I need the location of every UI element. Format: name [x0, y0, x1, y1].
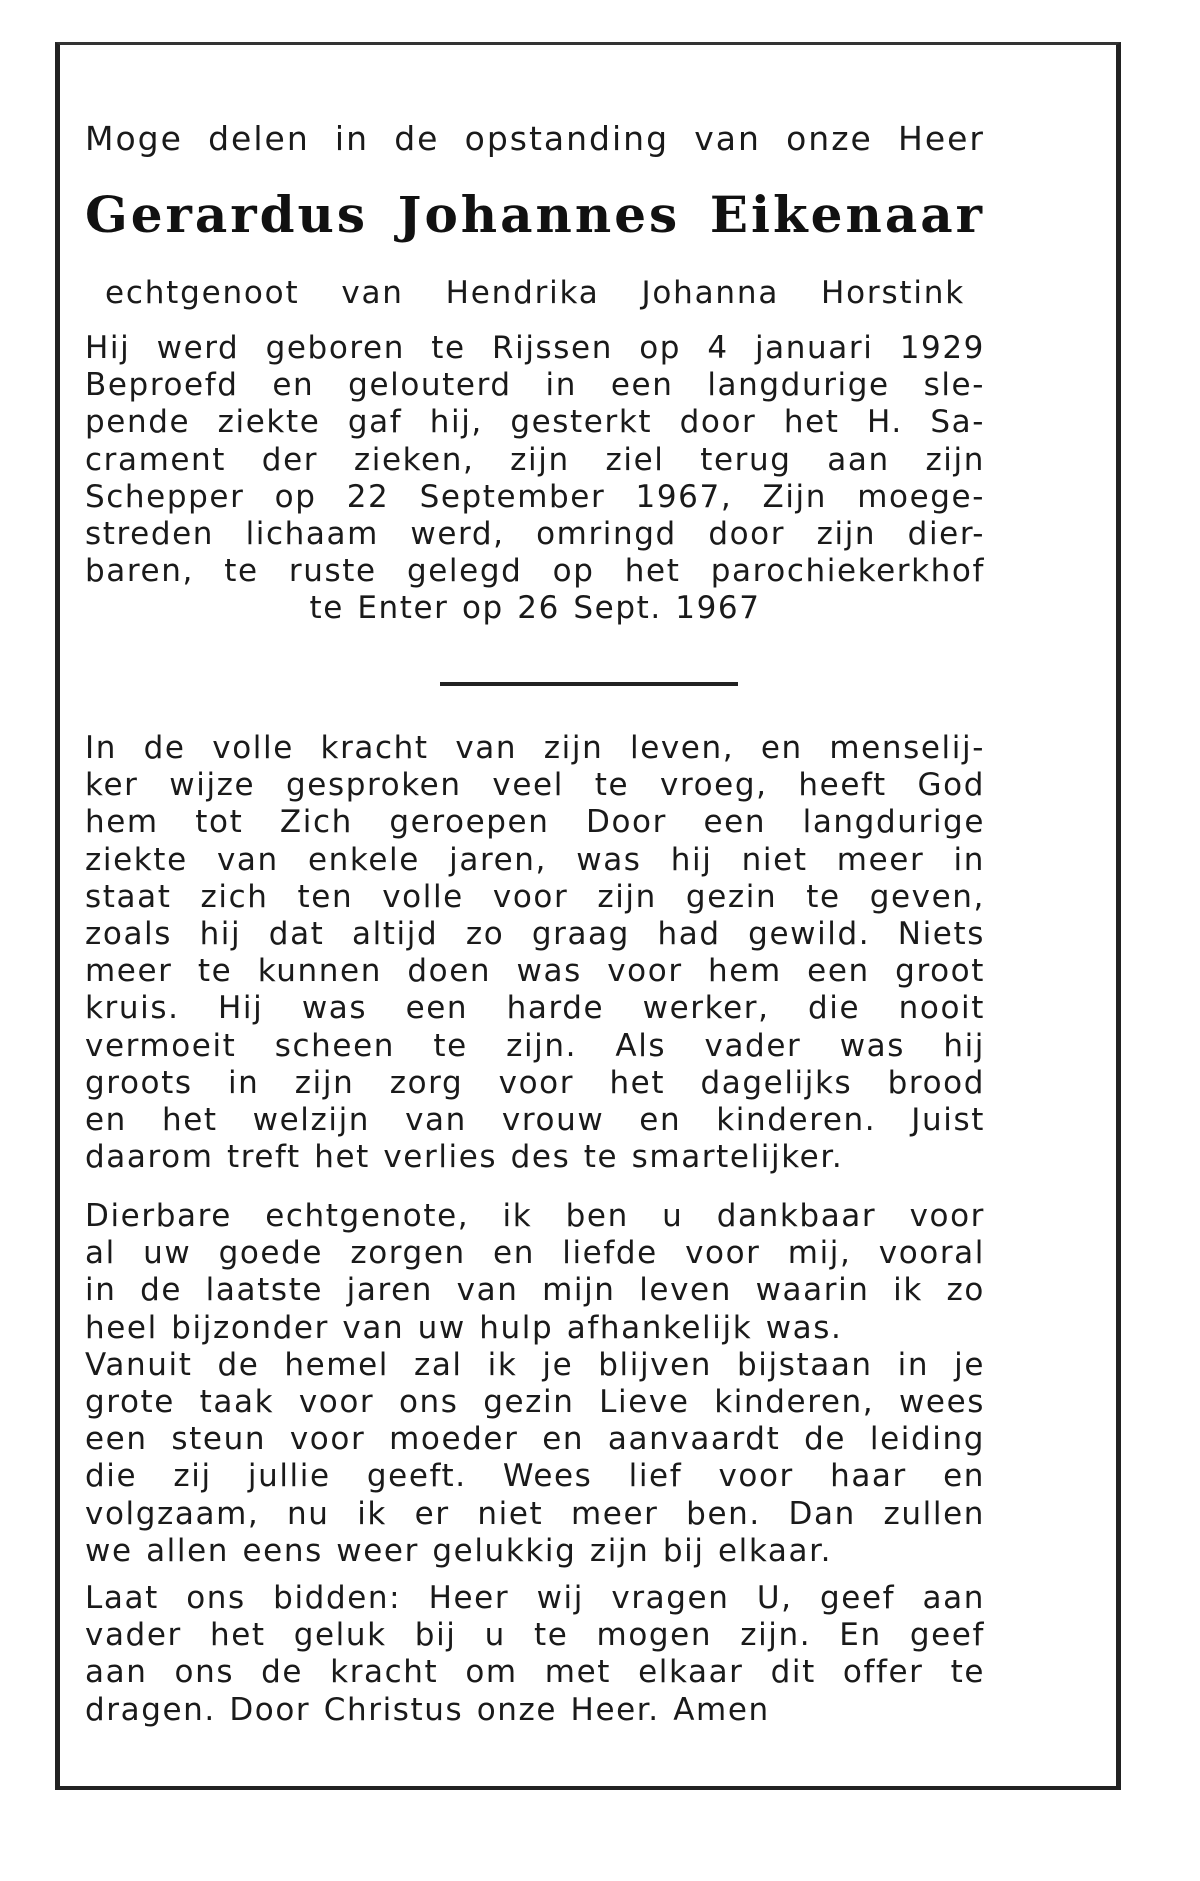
intro-line	[85, 120, 985, 157]
biography	[85, 330, 985, 628]
paragraph-line: daarom treft het verlies des te smartelijker.	[85, 1139, 844, 1176]
paragraph-line: kruis. Hij was een harde werker, die nooit	[85, 990, 985, 1027]
prayer-line: aan ons de kracht om met elkaar dit offer te	[85, 1654, 985, 1691]
paragraph-line: en het welzijn van vrouw en kinderen. Juist	[85, 1102, 985, 1139]
bio-line: crament der zieken, zijn ziel terug aan zijn	[85, 441, 985, 478]
paragraph-line: ker wijze gesproken veel te vroeg, heeft God	[85, 767, 985, 804]
paragraph-line: Vanuit de hemel zal ik je blijven bijstaan in je	[85, 1346, 985, 1383]
divider-rule	[440, 682, 738, 686]
spouse-text: echtgenoot van Hendrika Johanna Horstink	[105, 275, 965, 311]
paragraph-line: hem tot Zich geroepen Door een langdurige	[85, 804, 985, 841]
paragraph-line: meer te kunnen doen was voor hem een groot	[85, 953, 985, 990]
paragraph-line: groots in zijn zorg voor het dagelijks brood	[85, 1064, 985, 1101]
prayer-line: vader het geluk bij u te mogen zijn. En geef	[85, 1617, 985, 1654]
paragraph-line: grote taak voor ons gezin Lieve kinderen, wees	[85, 1384, 985, 1421]
paragraph-line: In de volle kracht van zijn leven, en menselij-	[85, 730, 985, 766]
prayer-line: dragen. Door Christus onze Heer. Amen	[85, 1691, 770, 1728]
paragraph-prayer	[85, 1580, 985, 1729]
intro-text: Moge delen in de opstanding van onze Heer	[85, 119, 985, 158]
paragraph-line: zoals hij dat altijd zo graag had gewild. Niets	[85, 916, 985, 953]
paragraph-line: die zij jullie geeft. Wees lief voor haar en	[85, 1458, 985, 1495]
paragraph-remembrance	[85, 730, 985, 1176]
paragraph-line: staat zich ten volle voor zijn gezin te geven,	[85, 878, 985, 915]
bio-line: Hij werd geboren te Rijssen op 4 januari 1929	[85, 330, 985, 366]
bio-line: streden lichaam werd, omringd door zijn dier-	[85, 516, 985, 553]
deceased-name: Gerardus Johannes Eikenaar	[85, 185, 985, 244]
paragraph-line: Dierbare echtgenote, ik ben u dankbaar voor	[85, 1198, 985, 1234]
spouse-line	[105, 275, 965, 312]
paragraph-line: al uw goede zorgen en liefde voor mij, vooral	[85, 1235, 985, 1272]
bio-line: baren, te ruste gelegd op het parochiekerkhof	[85, 553, 985, 590]
prayer-line: Laat ons bidden: Heer wij vragen U, geef aan	[85, 1580, 985, 1616]
paragraph-line: volgzaam, nu ik er niet meer ben. Dan zullen	[85, 1495, 985, 1532]
bio-burial-line: te Enter op 26 Sept. 1967	[309, 590, 761, 627]
paragraph-line: ziekte van enkele jaren, was hij niet meer in	[85, 841, 985, 878]
bio-line: Beproefd en gelouterd in een langdurige sle-	[85, 367, 985, 404]
paragraph-line: we allen eens weer gelukkig zijn bij elkaar.	[85, 1532, 833, 1569]
bio-line: Schepper op 22 September 1967, Zijn moege-	[85, 478, 985, 515]
paragraph-line: in de laatste jaren van mijn leven waarin ik zo	[85, 1272, 985, 1309]
paragraph-line: heel bijzonder van uw hulp afhankelijk was.	[85, 1309, 843, 1346]
paragraph-line: vermoeit scheen te zijn. Als vader was hij	[85, 1027, 985, 1064]
paragraph-line: een steun voor moeder en aanvaardt de leiding	[85, 1421, 985, 1458]
bio-line: pende ziekte gaf hij, gesterkt door het H. Sa-	[85, 404, 985, 441]
paragraph-farewell	[85, 1198, 985, 1570]
